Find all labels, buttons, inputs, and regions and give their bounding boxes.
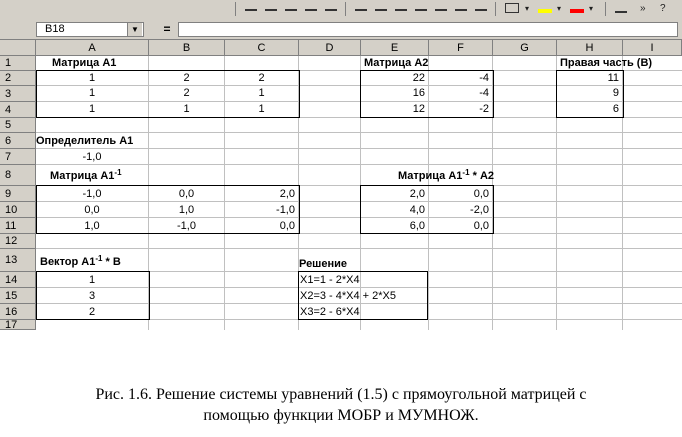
- row-header-13[interactable]: 13: [0, 249, 36, 272]
- figure-caption-line-2: помощью функции МОБР и МУМНОЖ.: [203, 407, 479, 424]
- cell-d16[interactable]: X3=2 - 6*X4: [300, 306, 360, 318]
- row-header-5[interactable]: 5: [0, 118, 36, 133]
- gridline: [36, 248, 682, 249]
- vector-label: [40, 255, 121, 269]
- row-header-11[interactable]: 11: [0, 218, 36, 234]
- row-header-1[interactable]: 1: [0, 56, 36, 71]
- cell-a4[interactable]: 1: [88, 103, 96, 115]
- inverse-label-sup: -1: [114, 168, 122, 177]
- name-box-dropdown-icon[interactable]: ▼: [127, 23, 142, 36]
- cell-h2[interactable]: 11: [607, 72, 619, 84]
- cell-f11[interactable]: 0,0: [473, 220, 489, 232]
- product-label-sup: -1: [462, 168, 470, 177]
- column-header-e[interactable]: E: [361, 40, 429, 56]
- row-header-16[interactable]: 16: [0, 304, 36, 320]
- right-side-label: Правая часть (В): [560, 57, 653, 69]
- fill-color-icon[interactable]: [538, 9, 552, 13]
- inverse-matrix-label: [50, 169, 122, 183]
- cell-e11[interactable]: 6,0: [409, 220, 425, 232]
- cell-h3[interactable]: 9: [612, 87, 619, 99]
- row-header-12[interactable]: 12: [0, 234, 36, 249]
- determinant-label: Определитель А1: [36, 135, 134, 147]
- figure-caption-line-1: Рис. 1.6. Решение системы уравнений (1.5) с прямоугольной матрицей с: [95, 386, 587, 403]
- matrix-a2-label: Матрица А2: [364, 57, 429, 69]
- cell-b9[interactable]: 0,0: [178, 188, 195, 200]
- font-color-icon[interactable]: [570, 9, 584, 13]
- decrease-decimal-icon[interactable]: [435, 3, 447, 11]
- gridline: [36, 132, 682, 133]
- matrix-a1-label: Матрица А1: [52, 57, 117, 69]
- percent-icon[interactable]: [375, 3, 387, 11]
- vector-label-base: Вектор А1: [40, 256, 96, 268]
- cell-a11[interactable]: 1,0: [84, 220, 100, 232]
- row-header-2[interactable]: 2: [0, 71, 36, 86]
- cell-a14[interactable]: 1: [88, 274, 96, 286]
- toolbar-separator: [605, 2, 606, 16]
- cell-f10[interactable]: -2,0: [470, 204, 489, 216]
- increase-decimal-icon[interactable]: [415, 3, 427, 11]
- toolbar: [0, 0, 682, 21]
- cell-a2[interactable]: 1: [88, 72, 96, 84]
- row-header-17[interactable]: 17: [0, 320, 36, 330]
- cell-b10[interactable]: 1,0: [178, 204, 195, 216]
- cell-b11[interactable]: -1,0: [177, 220, 196, 232]
- cell-c9[interactable]: 2,0: [279, 188, 295, 200]
- row-header-8[interactable]: 8: [0, 165, 36, 186]
- cell-e9[interactable]: 2,0: [409, 188, 425, 200]
- column-header-b[interactable]: B: [149, 40, 225, 56]
- dropdown-arrow-icon[interactable]: ▾: [589, 4, 594, 13]
- row-header-6[interactable]: 6: [0, 133, 36, 149]
- row-header-3[interactable]: 3: [0, 86, 36, 102]
- cell-d14[interactable]: X1=1 - 2*X4: [300, 274, 360, 286]
- cell-b2[interactable]: 2: [183, 72, 190, 84]
- align-left-icon[interactable]: [265, 3, 277, 11]
- product-label-tail: * А2: [469, 170, 495, 182]
- underline-icon[interactable]: [245, 3, 257, 11]
- cell-a10[interactable]: 0,0: [84, 204, 100, 216]
- cell-c2[interactable]: 2: [258, 72, 265, 84]
- cell-c10[interactable]: -1,0: [276, 204, 295, 216]
- cell-h4[interactable]: 6: [612, 103, 619, 115]
- column-header-a[interactable]: A: [36, 40, 149, 56]
- name-box[interactable]: B18: [36, 22, 144, 37]
- column-header-f[interactable]: F: [429, 40, 493, 56]
- row-header-14[interactable]: 14: [0, 272, 36, 288]
- cell-f3[interactable]: -4: [479, 87, 489, 99]
- formula-equals-sign[interactable]: =: [163, 22, 171, 36]
- cell-a15[interactable]: 3: [88, 290, 96, 302]
- cell-c3[interactable]: 1: [258, 87, 265, 99]
- increase-indent-icon[interactable]: [475, 3, 487, 11]
- decrease-indent-icon[interactable]: [455, 3, 467, 11]
- cell-f9[interactable]: 0,0: [473, 188, 489, 200]
- gridline: [36, 148, 682, 149]
- gridline: [36, 164, 682, 165]
- cell-c4[interactable]: 1: [258, 103, 265, 115]
- inverse-label-base: Матрица А1: [50, 170, 115, 182]
- align-center-icon[interactable]: [285, 3, 297, 11]
- cell-a9[interactable]: -1,0: [82, 188, 102, 200]
- cell-d15[interactable]: X2=3 - 4*X4 + 2*X5: [300, 290, 397, 302]
- cell-b4[interactable]: 1: [183, 103, 190, 115]
- dropdown-arrow-icon[interactable]: ▾: [525, 4, 530, 13]
- vector-label-sup: -1: [95, 254, 103, 263]
- cell-e10[interactable]: 4,0: [409, 204, 425, 216]
- column-header-h[interactable]: H: [557, 40, 623, 56]
- row-header-15[interactable]: 15: [0, 288, 36, 304]
- more-buttons-icon[interactable]: »: [640, 3, 646, 14]
- row-header-7[interactable]: 7: [0, 149, 36, 165]
- solution-label: Решение: [299, 258, 347, 270]
- currency-icon[interactable]: [355, 3, 367, 11]
- toolbar-separator: [345, 2, 346, 16]
- cell-a7[interactable]: -1,0: [82, 151, 102, 163]
- column-header-d[interactable]: D: [299, 40, 361, 56]
- borders-icon[interactable]: [505, 3, 519, 13]
- cell-f4[interactable]: -2: [479, 103, 489, 115]
- merge-center-icon[interactable]: [325, 3, 337, 11]
- toolbar-options-icon[interactable]: [615, 3, 627, 13]
- help-icon[interactable]: ?: [660, 3, 666, 14]
- cell-a3[interactable]: 1: [88, 87, 96, 99]
- cell-a16[interactable]: 2: [88, 306, 96, 318]
- vector-label-tail: * В: [102, 256, 121, 268]
- toolbar-separator: [495, 2, 496, 16]
- product-matrix-label: [398, 169, 494, 183]
- column-header-c[interactable]: C: [225, 40, 299, 56]
- cell-e4[interactable]: 12: [412, 103, 425, 115]
- align-right-icon[interactable]: [305, 3, 317, 11]
- column-header-i[interactable]: I: [623, 40, 682, 56]
- row-header-4[interactable]: 4: [0, 102, 36, 118]
- column-header-g[interactable]: G: [493, 40, 557, 56]
- cell-e3[interactable]: 16: [412, 87, 425, 99]
- row-header-9[interactable]: 9: [0, 186, 36, 202]
- dropdown-arrow-icon[interactable]: ▾: [557, 4, 562, 13]
- product-label-base: Матрица А1: [398, 170, 463, 182]
- toolbar-separator: [235, 2, 236, 16]
- formula-input[interactable]: [178, 22, 678, 37]
- cell-f2[interactable]: -4: [479, 72, 489, 84]
- select-all-corner[interactable]: [0, 40, 36, 56]
- cell-c11[interactable]: 0,0: [279, 220, 295, 232]
- cell-b3[interactable]: 2: [183, 87, 190, 99]
- row-header-10[interactable]: 10: [0, 202, 36, 218]
- comma-style-icon[interactable]: [395, 3, 407, 11]
- cell-e2[interactable]: 22: [412, 72, 425, 84]
